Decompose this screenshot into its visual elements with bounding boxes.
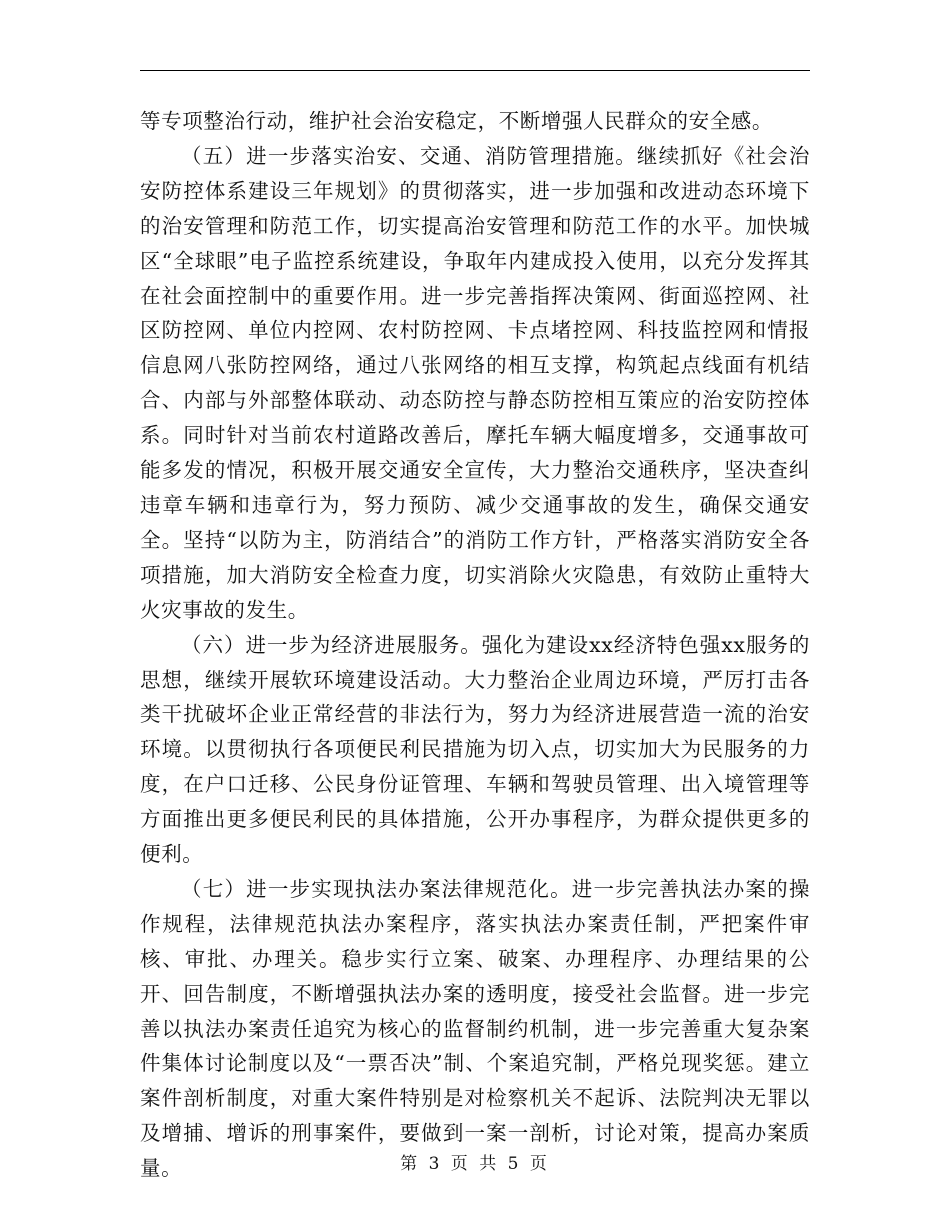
header-rule bbox=[140, 70, 810, 71]
paragraph-section-5: （五）进一步落实治安、交通、消防管理措施。继续抓好《社会治安防控体系建设三年规划》的贯彻落实，进一步加强和改进动态环境下的治安管理和防范工作，切实提高治安管理和防范工作的水平。加快城区“全球眼”电子监控系统建设，争取年内建成投入使用，以充分发挥其在社会面控制中的重要作用。进一步完善指挥决策网、街面巡控网、社区防控网、单位内控网、农村防控网、卡点堵控网、科技监控网和情报信息网八张防控网络，通过八张网络的相互支撑，构筑起点线面有机结合、内部与外部整体联动、动态防控与静态防控相互策应的治安防控体系。同时针对当前农村道路改善后，摩托车辆大幅度增多，交通事故可能多发的情况，积极开展交通安全宣传，大力整治交通秩序，坚决查纠违章车辆和违章行为，努力预防、减少交通事故的发生，确保交通安全。坚持“以防为主，防消结合”的消防工作方针，严格落实消防安全各项措施，加大消防安全检查力度，切实消除火灾隐患，有效防止重特大火灾事故的发生。 bbox=[140, 143, 810, 622]
paragraph-section-6: （六）进一步为经济进展服务。强化为建设xx经济特色强xx服务的思想，继续开展软环境建设活动。大力整治企业周边环境，严厉打击各类干扰破坏企业正常经营的非法行为，努力为经济进展营造一流的治安环境。以贯彻执行各项便民利民措施为切入点，切实加大为民服务的力度，在户口迁移、公民身份证管理、车辆和驾驶员管理、出入境管理等方面推出更多便民利民的具体措施，公开办事程序，为群众提供更多的便利。 bbox=[140, 632, 810, 867]
page-number: 第 3 页 共 5 页 bbox=[400, 1154, 550, 1174]
paragraph-section-7: （七）进一步实现执法办案法律规范化。进一步完善执法办案的操作规程，法律规范执法办案程序，落实执法办案责任制，严把案件审核、审批、办理关。稳步实行立案、破案、办理程序、办理结果的公开、回告制度，不断增强执法办案的透明度，接受社会监督。进一步完善以执法办案责任追究为核心的监督制约机制，进一步完善重大复杂案件集体讨论制度以及“一票否决”制、个案追究制，严格兑现奖惩。建立案件剖析制度，对重大案件特别是对检察机关不起诉、法院判决无罪以及增捕、增诉的刑事案件，要做到一案一剖析，讨论对策，提高办案质量。 bbox=[140, 876, 810, 1181]
document-body bbox=[140, 104, 810, 1186]
paragraph-continuation: 等专项整治行动，维护社会治安稳定，不断增强人民群众的安全感。 bbox=[140, 109, 773, 133]
